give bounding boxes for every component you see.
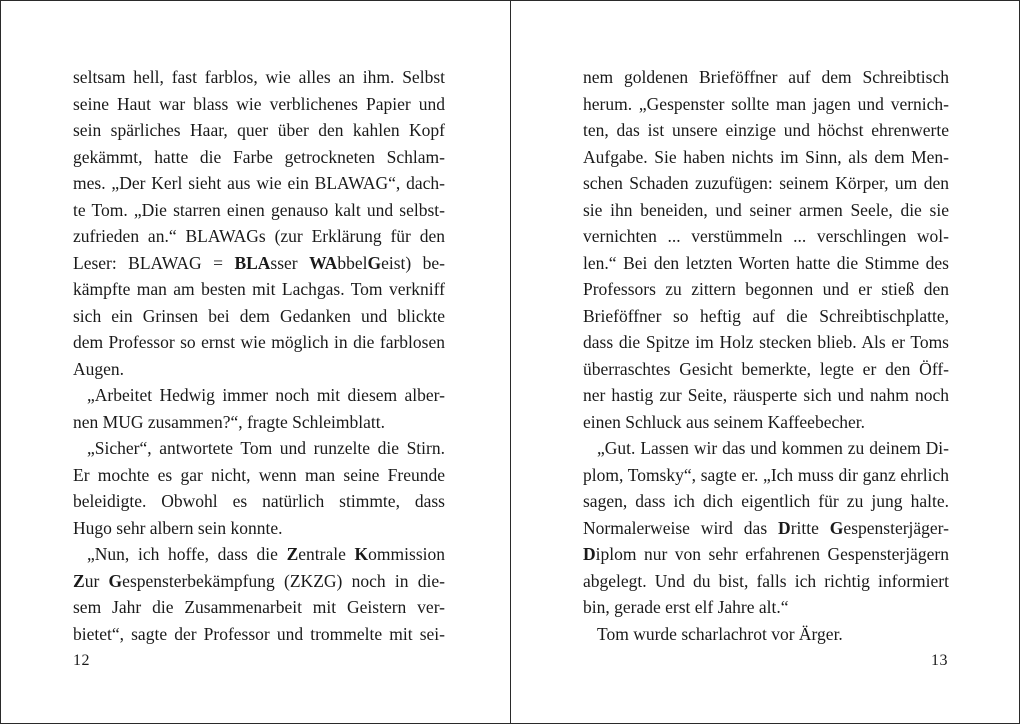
text-line: schen Schaden zuzufügen: seinem Körper, um den <box>583 173 949 193</box>
text-line: mes. „Der Kerl sieht aus wie ein BLAWAG“, dach- <box>73 173 445 193</box>
text-segment: sser <box>270 252 310 273</box>
text-line: einen Schluck aus seinem Kaffeebecher. <box>583 411 865 432</box>
bold-initial: D <box>583 544 596 564</box>
text-line: herum. „Gespenster sollte man jagen und vernich- <box>583 93 949 114</box>
text-line: zufrieden an.“ BLAWAGs (zur Erklärung für den <box>73 226 445 246</box>
bold-initial: G <box>367 252 382 273</box>
text-line: „Arbeitet Hedwig immer noch mit diesem alber- <box>87 385 445 405</box>
text-line: seltsam hell, fast farblos, wie alles an ihm. Selbst <box>73 67 445 87</box>
text-segment: espensterjäger- <box>843 517 949 538</box>
text-line: abgelegt. Und du bist, falls ich richtig informiert <box>583 570 949 591</box>
text-line: Augen. <box>73 358 125 379</box>
bold-initial: Z <box>73 570 85 591</box>
text-segment: iplom nur von sehr erfahrenen Gespensterjägern <box>595 544 949 564</box>
text-line: seine Haut war blass wie verblichenes Papier und <box>73 93 445 114</box>
page-gutter <box>510 1 511 723</box>
text-line <box>73 250 445 277</box>
text-line: Hugo sehr albern sein konnte. <box>73 517 283 538</box>
bold-initial: D <box>778 517 791 538</box>
text-line <box>583 541 949 568</box>
text-line: „Sicher“, antwortete Tom und runzelte die Stirn. <box>87 438 445 458</box>
text-segment: „Nun, ich hoffe, dass die <box>87 544 287 564</box>
bold-initial: G <box>829 517 844 538</box>
text-line: gekämmt, hatte die Farbe getrockneten Schlam- <box>73 146 445 167</box>
text-line: Brieföffner so heftig auf die Schreibtischplatte, <box>583 305 949 326</box>
left-page-number: 12 <box>73 652 90 669</box>
text-line: sagen, dass ich dich eigentlich für zu jung halte. <box>583 491 949 511</box>
text-line: „Gut. Lassen wir das und kommen zu deinem Di- <box>597 438 949 458</box>
text-segment: ommission <box>368 544 445 564</box>
text-line: nen MUG zusammen?“, fragte Schleimblatt. <box>73 411 385 432</box>
text-line: plom, Tomsky“, sagte er. „Ich muss dir ganz ehrlich <box>583 464 949 485</box>
text-segment: ur <box>84 570 109 591</box>
text-line: sein spärliches Haar, quer über den kahlen Kopf <box>73 120 445 140</box>
text-segment: bbel <box>337 252 368 273</box>
text-segment: ritte <box>790 517 830 538</box>
text-line: sie ihn beneiden, und seiner armen Seele, die sie <box>583 199 949 220</box>
text-segment: Leser: BLAWAG = <box>73 252 235 273</box>
bold-initial: K <box>354 544 369 564</box>
text-line: Tom wurde scharlachrot vor Ärger. <box>597 623 843 644</box>
text-line: te Tom. „Die starren einen genauso kalt und selbst- <box>73 199 445 220</box>
text-line: ner hastig zur Seite, räusperte sich und nahm noch <box>583 385 949 405</box>
text-line: dass die Spitze im Holz stecken blieb. Als er Toms <box>583 332 949 352</box>
text-line: überraschtes Gesicht bemerkte, legte er den Öff- <box>583 358 949 379</box>
text-segment: Normalerweise wird das <box>583 517 779 538</box>
right-page-number: 13 <box>931 652 948 669</box>
text-segment: entrale <box>298 544 355 564</box>
text-line: sem Jahr die Zusammenarbeit mit Geistern ver- <box>73 597 445 617</box>
bold-initial: Z <box>286 544 299 564</box>
text-line: nem goldenen Brieföffner auf dem Schreibtisch <box>583 67 949 87</box>
text-segment: eist) be- <box>381 252 446 273</box>
bold-initial: WA <box>309 252 338 273</box>
text-line <box>73 541 445 568</box>
text-line: bietet“, sagte der Professor und trommelte mit sei- <box>73 623 445 644</box>
text-line: vernichten ... verstümmeln ... verschlingen wol- <box>583 226 949 246</box>
bold-initial: BLA <box>234 252 271 273</box>
text-line: beleidigte. Obwohl es natürlich stimmte, dass <box>73 491 445 511</box>
text-line: Er mochte es gar nicht, wenn man seine Freunde <box>73 464 445 485</box>
text-line: sich ein Grinsen bei dem Gedanken und blickte <box>73 305 445 326</box>
text-line: Aufgabe. Sie haben nichts im Sinn, als dem Men- <box>583 146 949 167</box>
right-page-text <box>583 64 949 647</box>
text-line: kämpfte man am besten mit Lachgas. Tom verkniff <box>73 279 445 299</box>
text-line: ten, das ist unsere einzige und höchst ehrenwerte <box>583 120 949 140</box>
left-page-text <box>73 64 445 647</box>
text-line: dem Professor so ernst wie möglich in die farblosen <box>73 332 445 352</box>
text-line <box>73 568 445 595</box>
text-line: len.“ Bei den letzten Worten hatte die Stimme des <box>583 252 949 273</box>
text-line <box>583 515 949 542</box>
text-segment: espensterbekämpfung (ZKZG) noch in die- <box>122 570 446 591</box>
text-line: Professors zu zittern begonnen und er stieß den <box>583 279 949 299</box>
bold-initial: G <box>108 570 123 591</box>
text-line: bin, gerade erst elf Jahre alt.“ <box>583 597 789 617</box>
